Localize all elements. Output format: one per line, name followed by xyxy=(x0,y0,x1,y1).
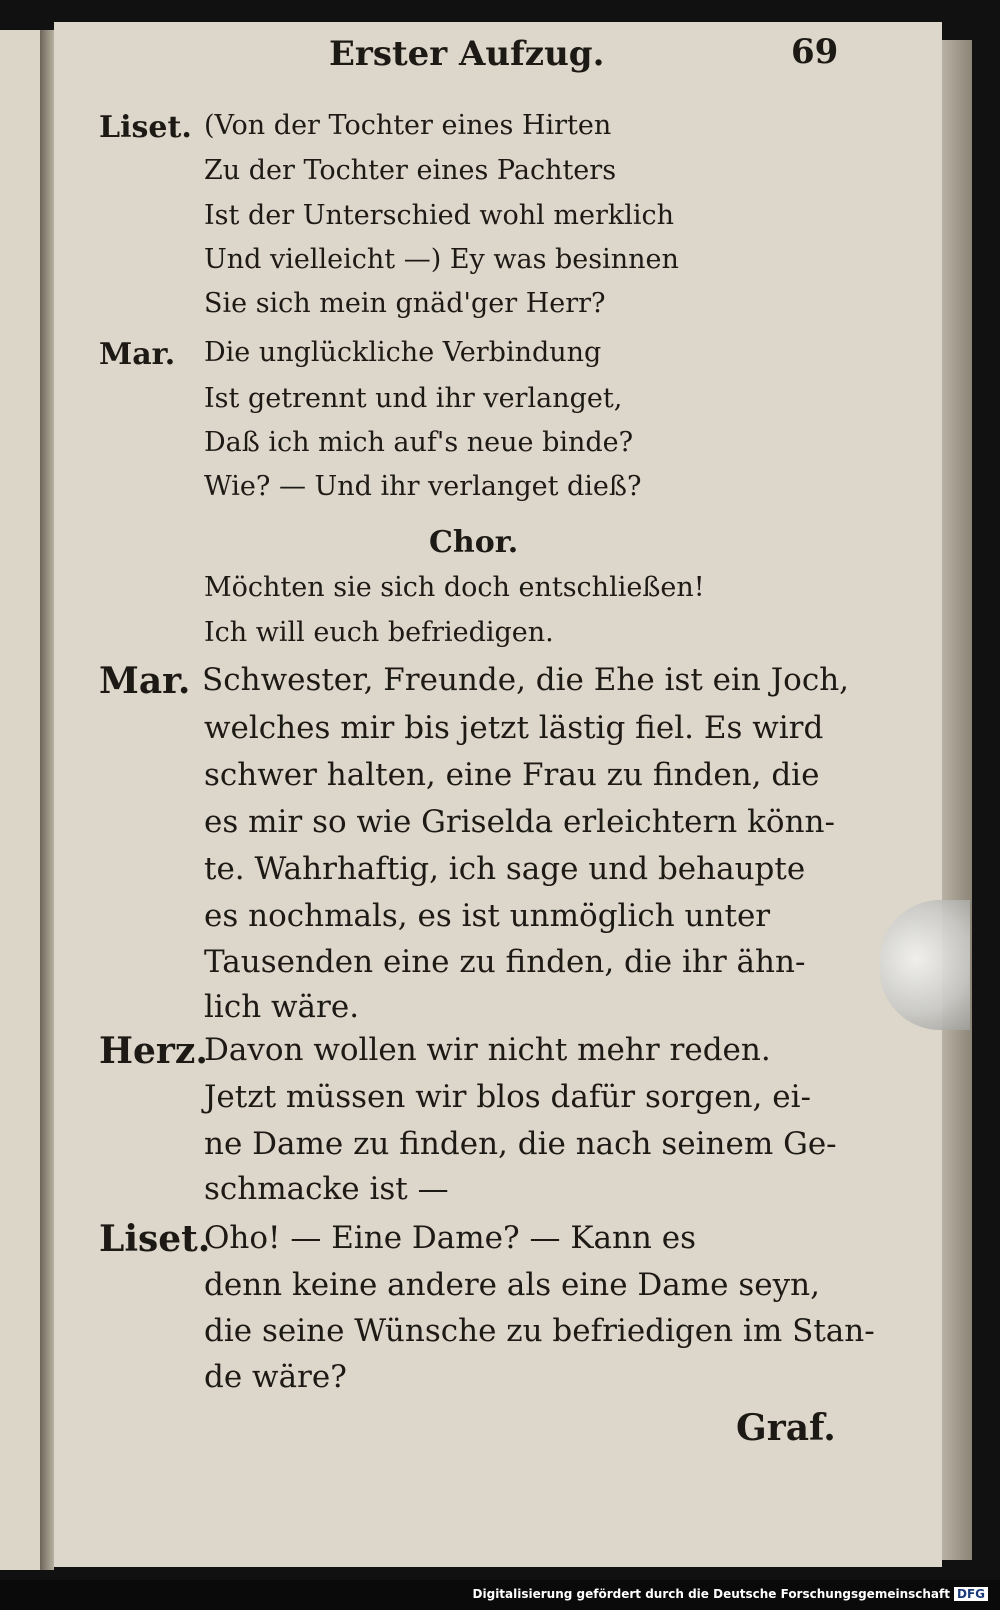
prose-line: Jetzt müssen wir blos dafür sorgen, ei- xyxy=(204,1079,811,1115)
prose-line: schmacke ist — xyxy=(204,1171,449,1207)
prose-line: schwer halten, eine Frau zu finden, die xyxy=(204,757,820,793)
prose-line: te. Wahrhaftig, ich sage und behaupte xyxy=(204,851,806,887)
prose-line: die seine Wünsche zu befriedigen im Stan- xyxy=(204,1313,875,1349)
verse-line: Und vielleicht —) Ey was besinnen xyxy=(204,244,679,275)
speaker-label: Mar. xyxy=(99,337,176,372)
speaker-label: Liset. xyxy=(99,110,192,145)
prose-line: welches mir bis jetzt lästig fiel. Es wird xyxy=(204,710,824,746)
credit-text: Digitalisierung gefördert durch die Deutsche Forschungsgemeinschaft xyxy=(472,1587,950,1601)
digitization-credit xyxy=(473,1584,988,1604)
catchword: Graf. xyxy=(736,1407,836,1449)
speaker-label: Liset. xyxy=(99,1218,211,1260)
speaker-label: Mar. xyxy=(99,660,191,702)
prose-line: lich wäre. xyxy=(204,989,360,1025)
prose-line: de wäre? xyxy=(204,1359,347,1395)
dfg-logo: DFG xyxy=(954,1587,988,1601)
verse-line: Daß ich mich auf's neue binde? xyxy=(204,427,634,458)
verse-line: Ist der Unterschied wohl merklich xyxy=(204,200,675,231)
prose-line: ne Dame zu finden, die nach seinem Ge- xyxy=(204,1126,837,1162)
prose-line: es nochmals, es ist unmöglich unter xyxy=(204,898,771,934)
verse-line: (Von der Tochter eines Hirten xyxy=(204,110,612,141)
page-stack-edge xyxy=(942,40,972,1560)
facing-page-edge xyxy=(0,30,40,1570)
verse-line: Ist getrennt und ihr verlanget, xyxy=(204,383,623,414)
prose-line: Schwester, Freunde, die Ehe ist ein Joch, xyxy=(202,662,850,698)
verse-line: Sie sich mein gnäd'ger Herr? xyxy=(204,288,606,319)
prose-line: denn keine andere als eine Dame seyn, xyxy=(204,1267,820,1303)
prose-line: Oho! — Eine Dame? — Kann es xyxy=(204,1220,697,1256)
chorus-heading: Chor. xyxy=(429,525,519,560)
page-number: 69 xyxy=(791,32,839,72)
prose-line: Tausenden eine zu finden, die ihr ähn- xyxy=(204,944,806,980)
running-head: Erster Aufzug. xyxy=(329,34,605,74)
prose-line: es mir so wie Griselda erleichtern könn- xyxy=(204,804,835,840)
verse-line: Zu der Tochter eines Pachters xyxy=(204,155,617,186)
book-gutter xyxy=(40,30,54,1570)
prose-line: Davon wollen wir nicht mehr reden. xyxy=(204,1032,771,1068)
verse-line: Wie? — Und ihr verlanget dieß? xyxy=(204,471,642,502)
verse-line: Möchten sie sich doch entschließen! xyxy=(204,572,705,603)
book-page xyxy=(54,22,942,1567)
verse-line: Ich will euch befriedigen. xyxy=(204,617,554,648)
verse-line: Die unglückliche Verbindung xyxy=(204,337,602,368)
speaker-label: Herz. xyxy=(99,1030,208,1072)
